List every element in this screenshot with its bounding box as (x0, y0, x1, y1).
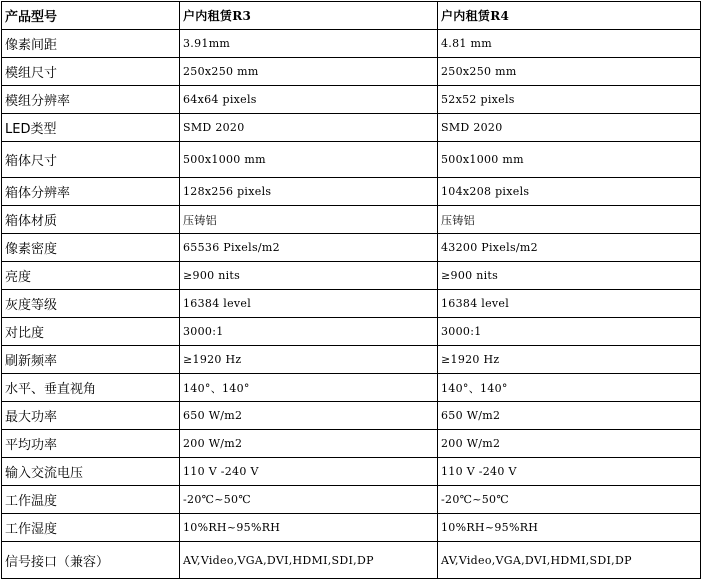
row-label-cell: LED类型 (2, 114, 180, 142)
r4-value-cell: 压铸铝 (438, 206, 701, 234)
r4-value-cell: 650 W/m2 (438, 402, 701, 430)
r4-value-cell: SMD 2020 (438, 114, 701, 142)
r4-value-cell: 104x208 pixels (438, 178, 701, 206)
r3-value-cell: 200 W/m2 (180, 430, 438, 458)
table-row (2, 458, 701, 486)
r4-value-cell: 110 V -240 V (438, 458, 701, 486)
row-label-cell: 像素密度 (2, 234, 180, 262)
table-row (2, 542, 701, 579)
r3-value-cell: ≥1920 Hz (180, 346, 438, 374)
r4-value-cell: AV,Video,VGA,DVI,HDMI,SDI,DP (438, 542, 701, 579)
r3-value-cell: 10%RH~95%RH (180, 514, 438, 542)
r4-value-cell: -20℃~50℃ (438, 486, 701, 514)
r4-value-cell: 43200 Pixels/m2 (438, 234, 701, 262)
table-row (2, 318, 701, 346)
r3-value-cell: SMD 2020 (180, 114, 438, 142)
r4-value-cell: 200 W/m2 (438, 430, 701, 458)
r3-value-cell: 140°、140° (180, 374, 438, 402)
r4-value-cell: 250x250 mm (438, 58, 701, 86)
row-label-cell: 箱体材质 (2, 206, 180, 234)
row-label-cell: 最大功率 (2, 402, 180, 430)
row-label-cell: 工作温度 (2, 486, 180, 514)
r3-value-cell: AV,Video,VGA,DVI,HDMI,SDI,DP (180, 542, 438, 579)
r4-value-cell: 52x52 pixels (438, 86, 701, 114)
r3-value-cell: 65536 Pixels/m2 (180, 234, 438, 262)
row-label-cell: 模组分辨率 (2, 86, 180, 114)
spec-table-body (2, 2, 701, 579)
table-row (2, 262, 701, 290)
row-label-cell: 工作湿度 (2, 514, 180, 542)
row-label-cell: 像素间距 (2, 30, 180, 58)
r3-value-cell: 500x1000 mm (180, 142, 438, 178)
r4-value-cell: ≥1920 Hz (438, 346, 701, 374)
row-label-cell: 箱体分辨率 (2, 178, 180, 206)
table-row (2, 430, 701, 458)
r4-value-cell: ≥900 nits (438, 262, 701, 290)
table-row (2, 234, 701, 262)
table-row (2, 346, 701, 374)
row-label-cell: 灰度等级 (2, 290, 180, 318)
r3-value-cell: 64x64 pixels (180, 86, 438, 114)
table-row (2, 142, 701, 178)
header-cell-model: 产品型号 (2, 2, 180, 30)
r4-value-cell: 16384 level (438, 290, 701, 318)
table-row (2, 290, 701, 318)
r4-value-cell: 500x1000 mm (438, 142, 701, 178)
r3-value-cell: 压铸铝 (180, 206, 438, 234)
row-label-cell: 对比度 (2, 318, 180, 346)
row-label-cell: 信号接口（兼容） (2, 542, 180, 579)
header-row (2, 2, 701, 30)
table-row (2, 86, 701, 114)
r3-value-cell: 16384 level (180, 290, 438, 318)
row-label-cell: 模组尺寸 (2, 58, 180, 86)
r3-value-cell: 3.91mm (180, 30, 438, 58)
table-row (2, 402, 701, 430)
table-row (2, 486, 701, 514)
table-row (2, 114, 701, 142)
r3-value-cell: 3000:1 (180, 318, 438, 346)
r3-value-cell: 110 V -240 V (180, 458, 438, 486)
row-label-cell: 箱体尺寸 (2, 142, 180, 178)
table-row (2, 206, 701, 234)
row-label-cell: 刷新频率 (2, 346, 180, 374)
r4-value-cell: 10%RH~95%RH (438, 514, 701, 542)
table-row (2, 30, 701, 58)
table-row (2, 374, 701, 402)
header-cell-r4: 户内租赁R4 (438, 2, 701, 30)
table-row (2, 178, 701, 206)
table-row (2, 514, 701, 542)
header-cell-r3: 户内租赁R3 (180, 2, 438, 30)
row-label-cell: 平均功率 (2, 430, 180, 458)
row-label-cell: 输入交流电压 (2, 458, 180, 486)
r3-value-cell: ≥900 nits (180, 262, 438, 290)
r3-value-cell: 128x256 pixels (180, 178, 438, 206)
row-label-cell: 亮度 (2, 262, 180, 290)
r4-value-cell: 4.81 mm (438, 30, 701, 58)
r3-value-cell: 250x250 mm (180, 58, 438, 86)
r4-value-cell: 140°、140° (438, 374, 701, 402)
r3-value-cell: 650 W/m2 (180, 402, 438, 430)
table-row (2, 58, 701, 86)
r3-value-cell: -20℃~50℃ (180, 486, 438, 514)
r4-value-cell: 3000:1 (438, 318, 701, 346)
row-label-cell: 水平、垂直视角 (2, 374, 180, 402)
spec-table (1, 1, 701, 579)
